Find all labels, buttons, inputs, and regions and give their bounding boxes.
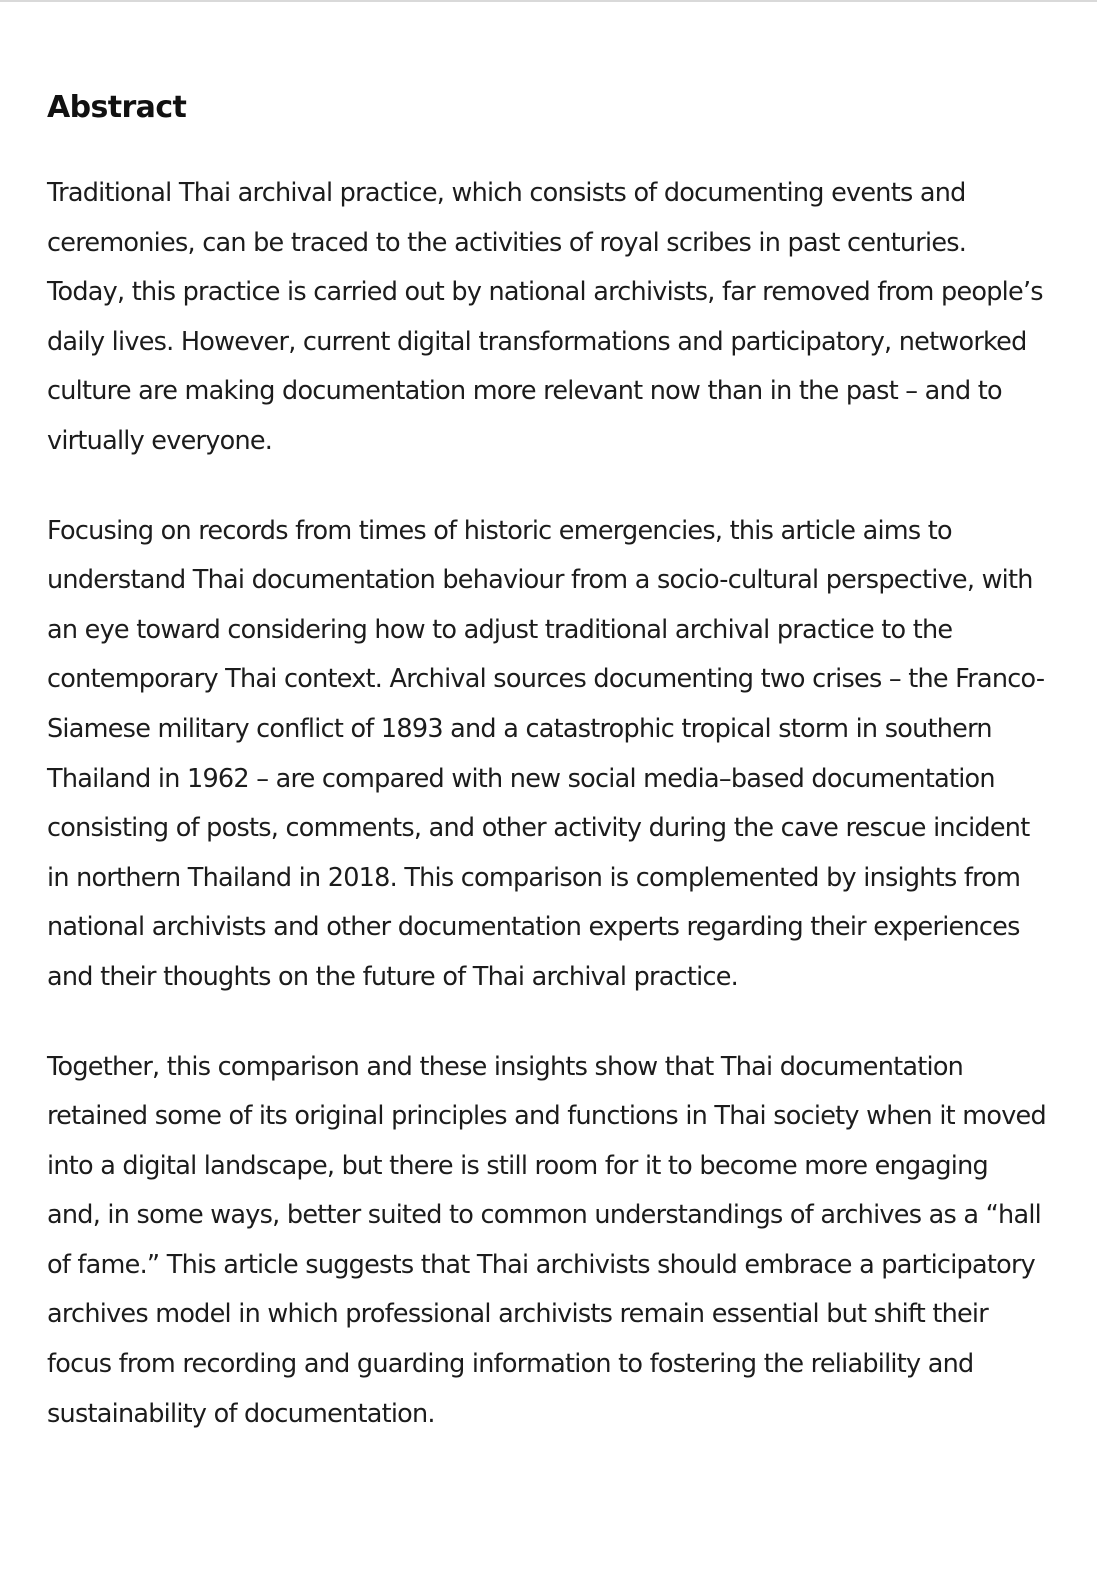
top-divider: [0, 0, 1097, 2]
abstract-paragraph-1: Traditional Thai archival practice, which consists of documenting events and ceremonies, can be traced to the activities of royal scribes in past centuries. Today, this practice is carried out by national archivists, far removed from people’s daily lives. However, current digital transformations and participatory, networked culture are making documentation more relevant now than in the past – and to virtually everyone.: [47, 178, 1043, 456]
abstract-paragraph-2: Focusing on records from times of historic emergencies, this article aims to understand Thai documentation behaviour from a socio-cultural perspective, with an eye toward considering how to adjust traditional archival practice to the contemporary Thai context. Archival sources documenting two crises – the Franco-Siamese military conflict of 1893 and a catastrophic tropical storm in southern Thailand in 1962 – are compared with new social media–based documentation consisting of posts, comments, and other activity during the cave rescue incident in northern Thailand in 2018. This comparison is complemented by insights from national archivists and other documentation experts regarding their experiences and their thoughts on the future of Thai archival practice.: [47, 515, 1045, 992]
abstract-section: [47, 84, 1047, 1439]
abstract-paragraph-3: Together, this comparison and these insights show that Thai documentation retained some of its original principles and functions in Thai society when it moved into a digital landscape, but there is still room for it to become more engaging and, in some ways, better suited to common understandings of archives as a “hall of fame.” This article suggests that Thai archivists should embrace a participatory archives model in which professional archivists remain essential but shift their focus from recording and guarding information to fostering the reliability and sustainability of documentation.: [47, 1051, 1046, 1429]
abstract-heading: Abstract: [47, 90, 187, 125]
